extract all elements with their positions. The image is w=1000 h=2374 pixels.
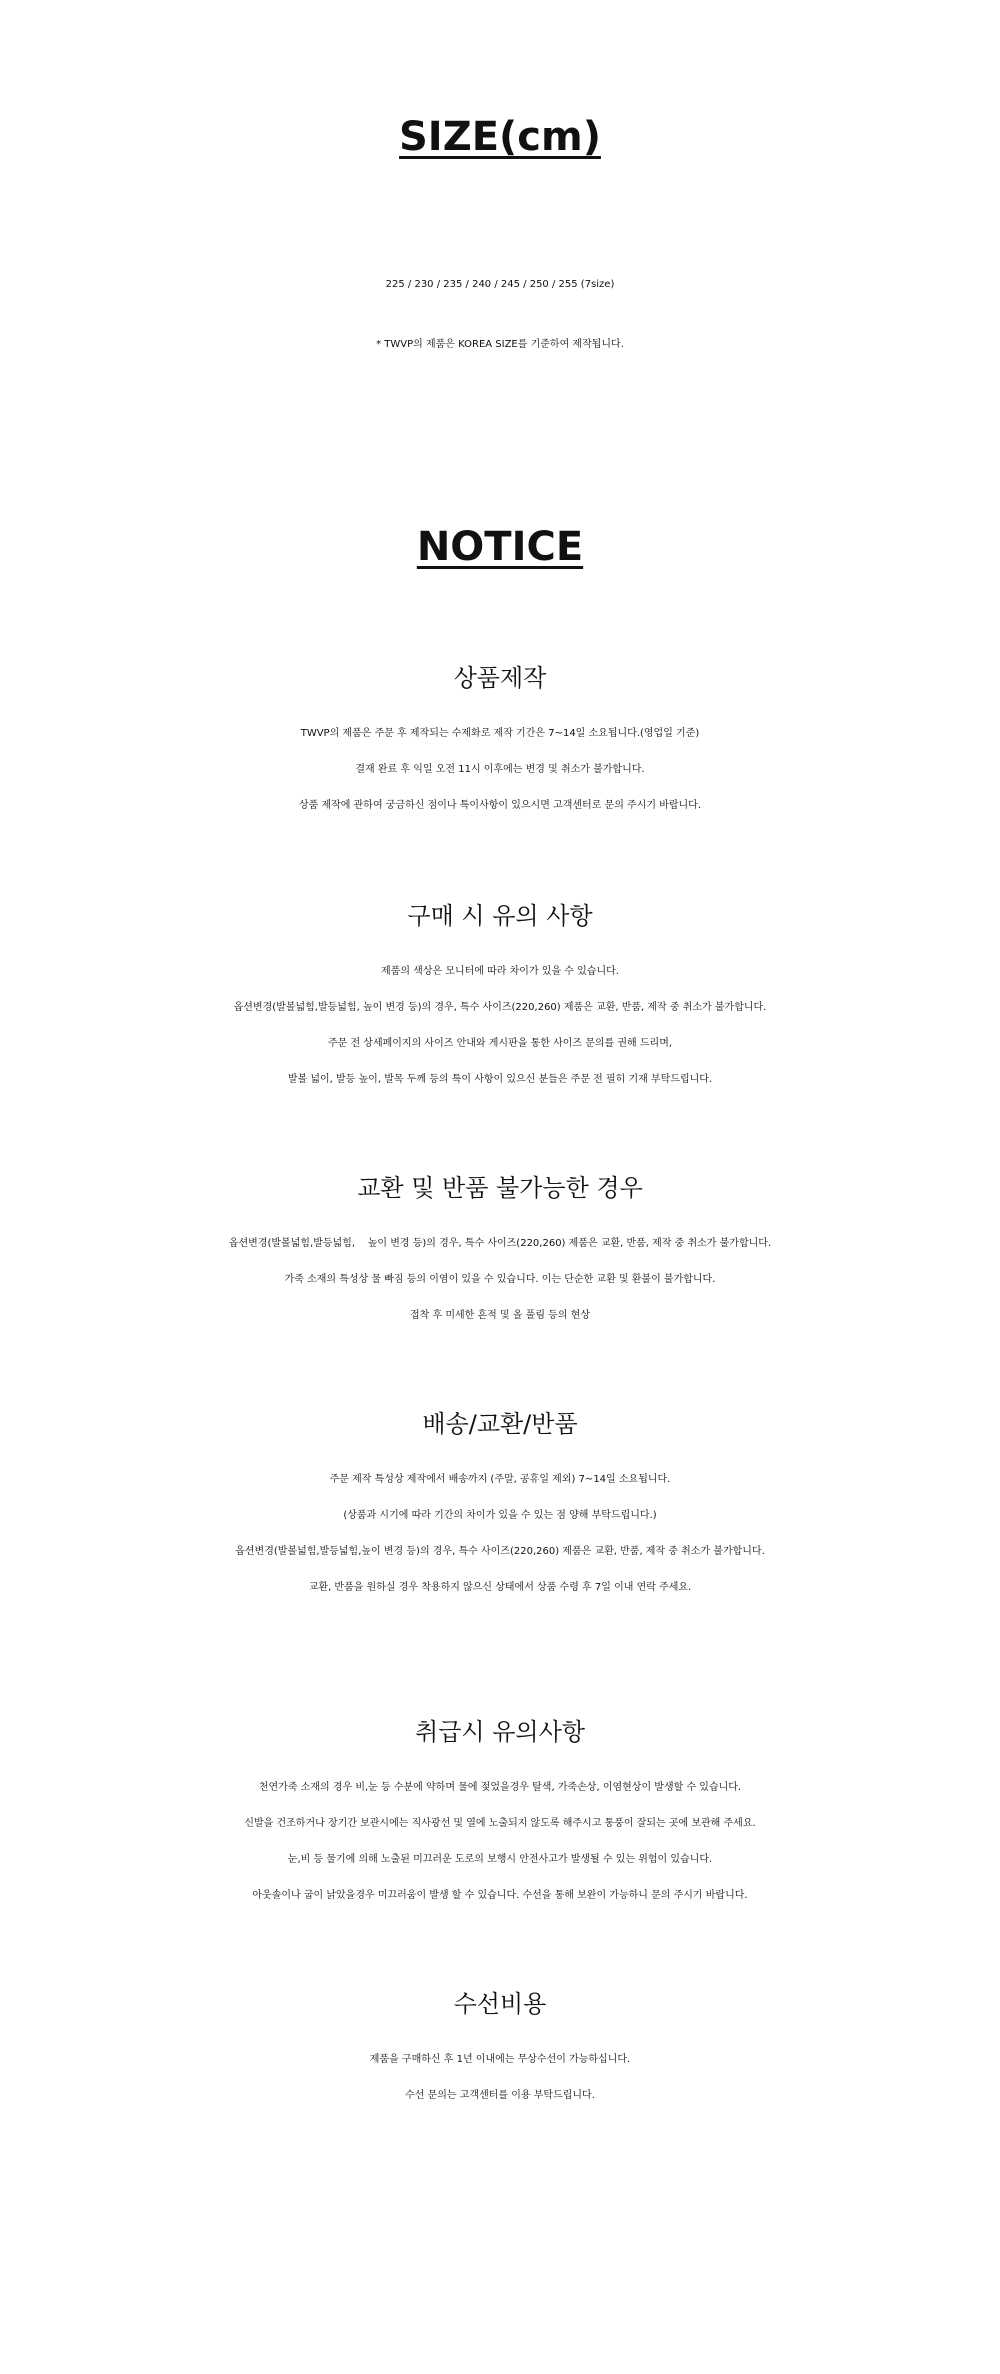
section-line: 옵션변경(발볼넓힘,발등넓힘, 높이 변경 등)의 경우, 특수 사이즈(220,260) 제품은 교환, 반품, 제작 중 취소가 불가합니다. [228,1238,772,1249]
section-line: 신발을 건조하거나 장기간 보관시에는 직사광선 및 열에 노출되지 않도록 해주시고 통풍이 잘되는 곳에 보관해 주세요. [244,1818,756,1829]
section-line: 주문 전 상세페이지의 사이즈 안내와 게시판을 통한 사이즈 문의를 권해 드리며, [327,1038,673,1049]
notice-section-production [0,660,1000,824]
section-line: 결재 완료 후 익일 오전 11시 이후에는 변경 및 취소가 불가합니다. [355,764,645,775]
size-section [0,112,1000,162]
section-line: 옵션변경(발볼넓힘,발등넓힘,높이 변경 등)의 경우, 특수 사이즈(220,260) 제품은 교환, 반품, 제작 중 취소가 불가합니다. [235,1546,765,1557]
notice-section-repair [0,1986,1000,2114]
section-line: TWVP의 제품은 주문 후 제작되는 수제화로 제작 기간은 7~14일 소요됩니다.(영업일 기준) [300,728,700,739]
section-line: 제품을 구매하신 후 1년 이내에는 무상수선이 가능하십니다. [369,2054,631,2065]
section-line: 가죽 소재의 특성상 물 빠짐 등의 이염이 있을 수 있습니다. 이는 단순한 교환 및 환불이 불가합니다. [284,1274,716,1285]
section-line: 발볼 넓이, 발등 높이, 발목 두께 등의 특이 사항이 있으신 분들은 주문 전 필히 기재 부탁드립니다. [287,1074,713,1085]
section-line: 제품의 색상은 모니터에 따라 차이가 있을 수 있습니다. [381,966,619,977]
section-line: 접착 후 미세한 흔적 및 올 풀림 등의 현상 [410,1310,590,1321]
size-note: * TWVP의 제품은 KOREA SIZE를 기준하여 제작됩니다. [376,339,624,350]
notice-header [0,522,1000,572]
section-line: 눈,비 등 물기에 의해 노출된 미끄러운 도로의 보행시 안전사고가 발생될 수 있는 위험이 있습니다. [287,1854,713,1865]
section-line: 상품 제작에 관하여 궁금하신 점이나 특이사항이 있으시면 고객센터로 문의 주시기 바랍니다. [298,800,702,811]
notice-section-no-return [0,1170,1000,1334]
size-info [0,255,1000,375]
section-title: 배송/교환/반품 [422,1410,578,1438]
section-title: 취급시 유의사항 [415,1718,585,1746]
notice-section-shipping [0,1406,1000,1606]
size-title: SIZE(cm) [399,114,601,160]
section-title: 구매 시 유의 사항 [407,902,593,930]
notice-title: NOTICE [416,524,584,570]
section-line: 교환, 반품을 원하실 경우 착용하지 않으신 상태에서 상품 수령 후 7일 이내 연락 주세요. [308,1582,692,1593]
section-line: 천연가죽 소재의 경우 비,눈 등 수분에 약하며 물에 젖었을경우 탈색, 가죽손상, 이염현상이 발생할 수 있습니다. [258,1782,742,1793]
section-line: 수선 문의는 고객센터를 이용 부탁드립니다. [405,2090,595,2101]
notice-section-handling [0,1714,1000,1914]
size-list: 225 / 230 / 235 / 240 / 245 / 250 / 255 (7size) [385,279,615,290]
section-title: 상품제작 [453,664,547,692]
section-line: 아웃솔이나 굽이 낡았을경우 미끄러움이 발생 할 수 있습니다. 수선을 통해 보완이 가능하니 문의 주시기 바랍니다. [252,1890,748,1901]
section-line: (상품과 시기에 따라 기간의 차이가 있을 수 있는 점 양해 부탁드립니다.) [343,1510,657,1521]
notice-section-purchase [0,898,1000,1098]
section-title: 수선비용 [453,1990,547,2018]
section-line: 옵션변경(발볼넓힘,발등넓힘, 높이 변경 등)의 경우, 특수 사이즈(220,260) 제품은 교환, 반품, 제작 중 취소가 불가합니다. [233,1002,767,1013]
section-line: 주문 제작 특성상 제작에서 배송까지 (주말, 공휴일 제외) 7~14일 소요됩니다. [329,1474,671,1485]
section-title: 교환 및 반품 불가능한 경우 [357,1174,643,1202]
